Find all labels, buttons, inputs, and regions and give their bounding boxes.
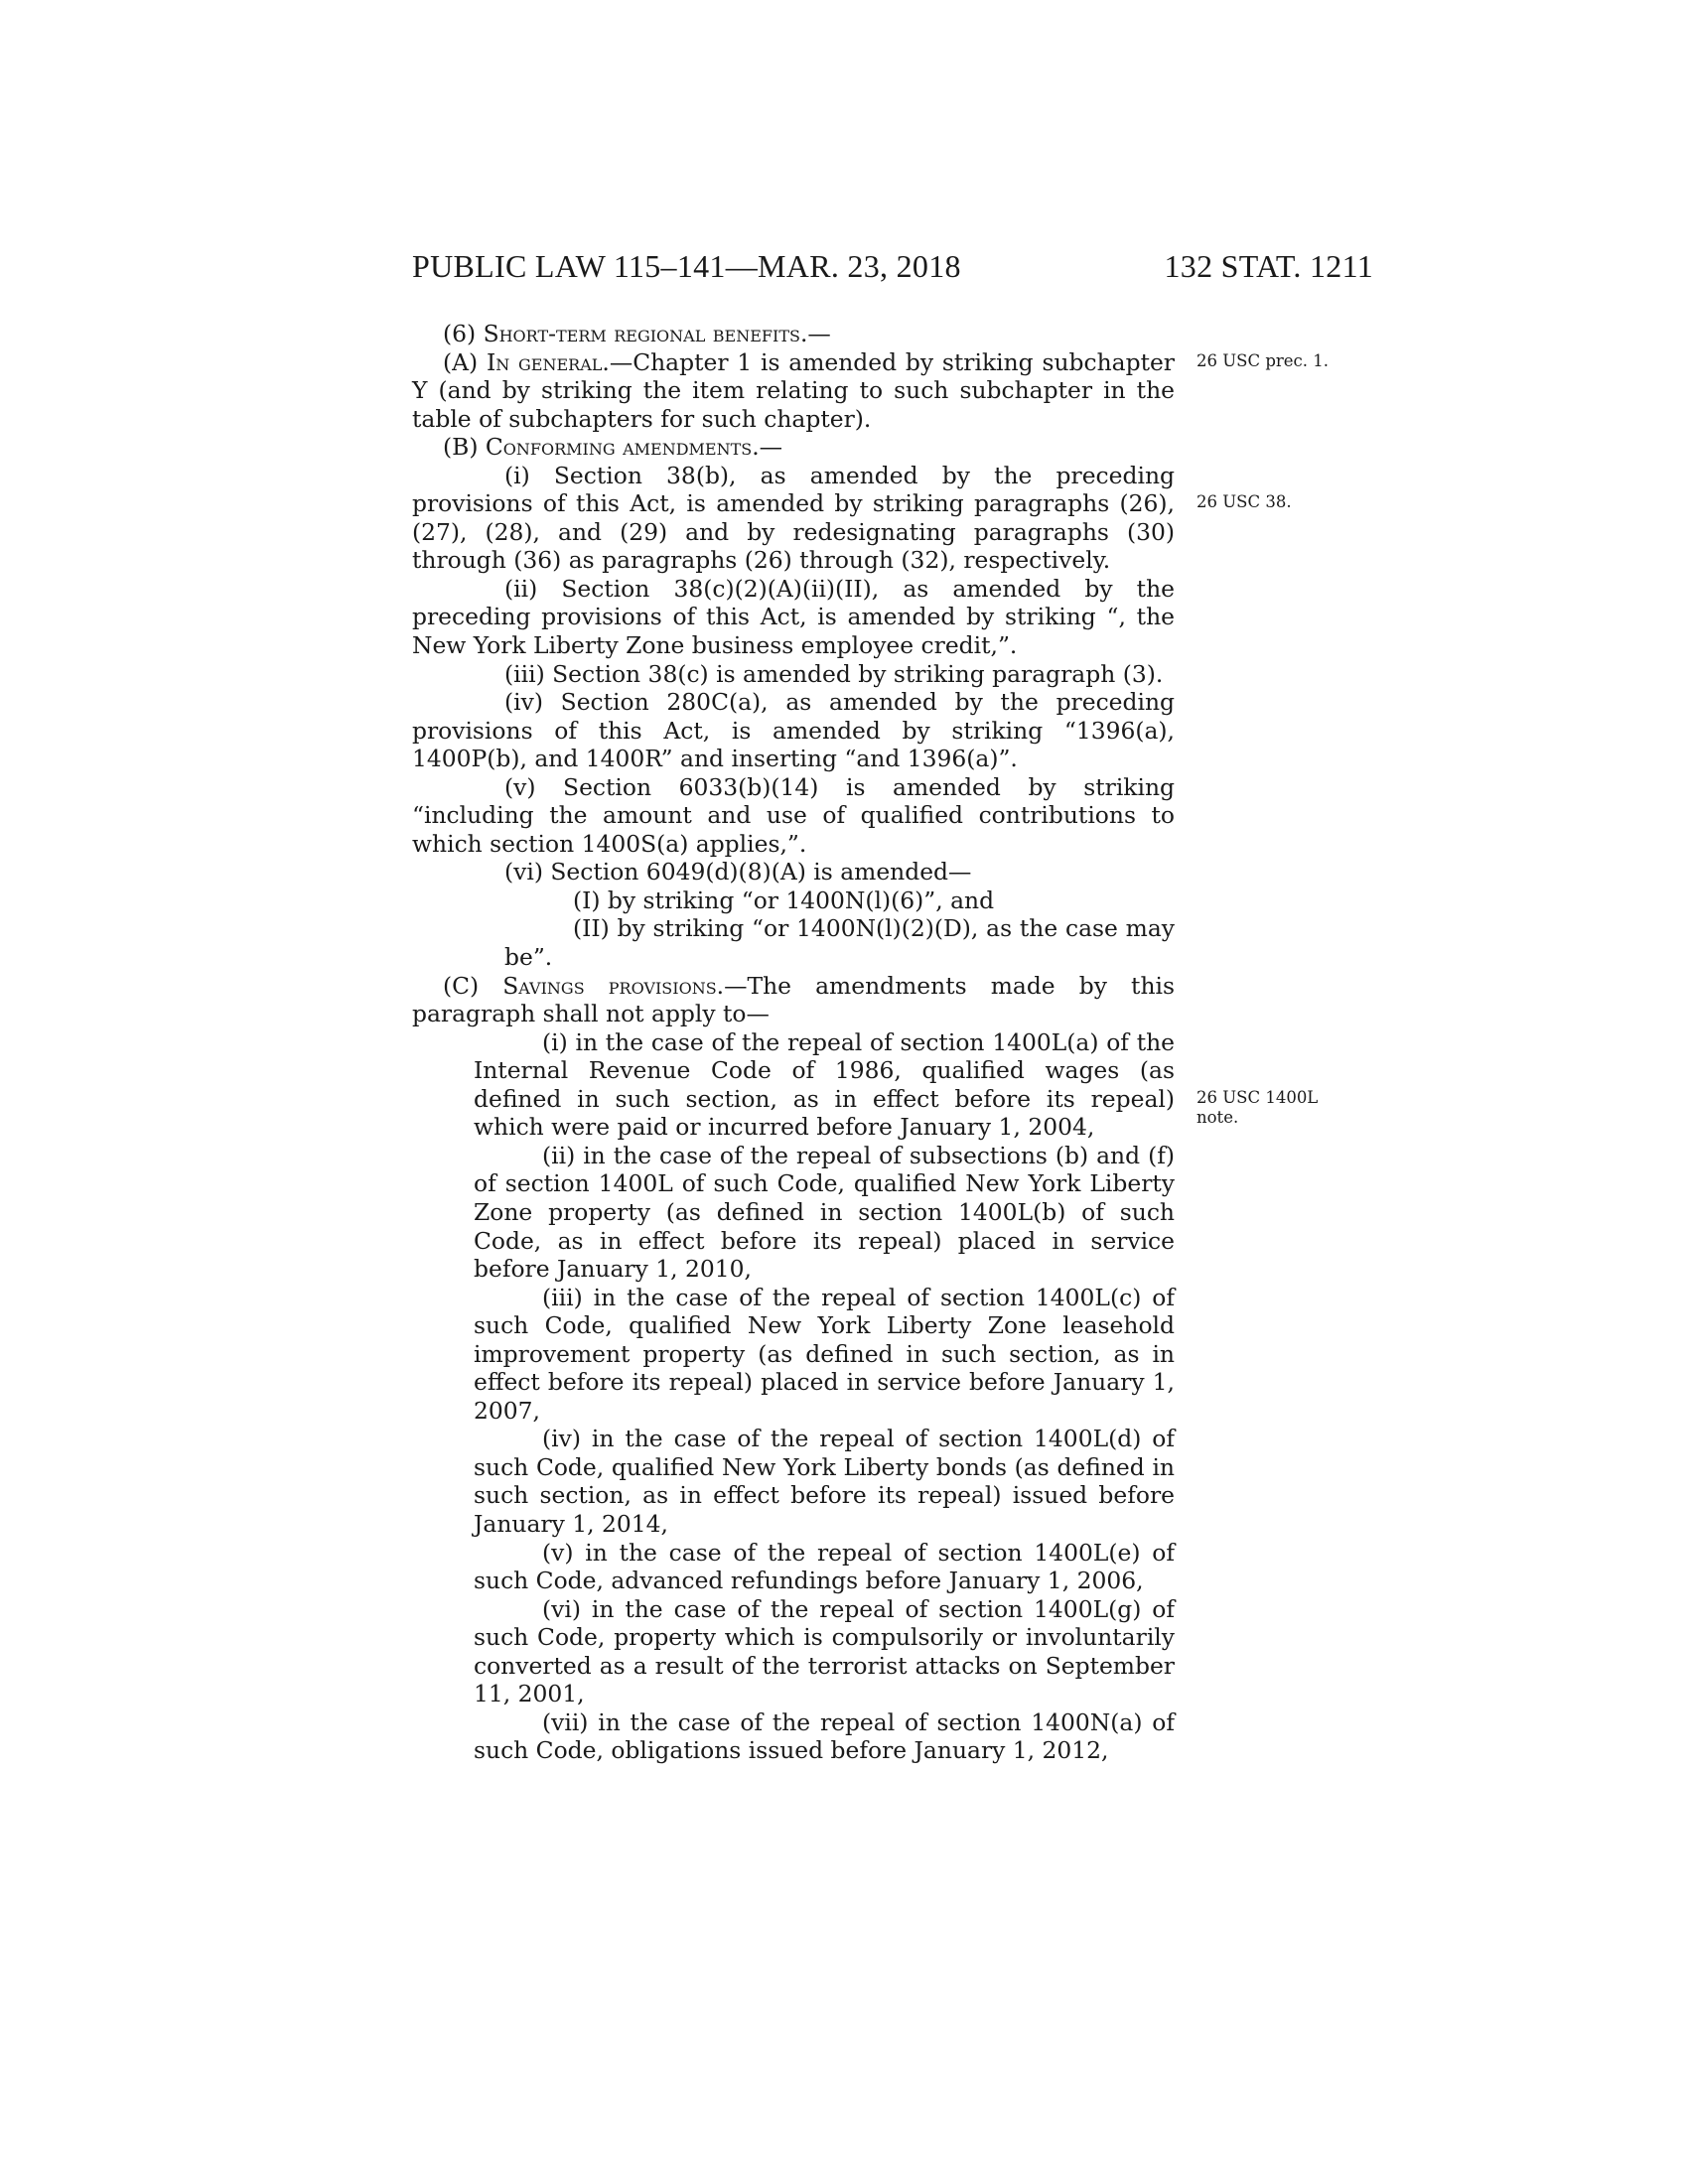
subparagraph-a: (A) In general.—Chapter 1 is amended by striking subchapter Y (and by striking the item relating to such subchapter in the table of subchapters for such chapter).: [412, 347, 1175, 433]
paragraph-6: (6) Short-term regional benefits.—: [443, 320, 831, 347]
subparagraph-b: (B) Conforming amendments.—: [443, 433, 783, 462]
margin-note-usc-prec-1: 26 USC prec. 1.: [1196, 351, 1330, 370]
clause-b-i: (i) Section 38(b), as amended by the preceding provisions of this Act, is amended by striking paragraphs (26), (27), (28), and (29) and by redesignating paragraphs (30) through (36) as paragraphs (26) through (32), respectively.: [412, 461, 1175, 575]
subparagraph-b-heading: Conforming amendments.: [485, 433, 760, 462]
subparagraph-c-heading: Savings provisions.: [502, 971, 725, 1000]
document-body: [412, 320, 1175, 1765]
clause-c-iv: (iv) in the case of the repeal of section 1400L(d) of such Code, qualified New York Liberty bonds (as defined in such section, as in effect before its repeal) issued before January 1, 2014,: [474, 1425, 1175, 1538]
margin-note-usc-1400l-line2: note.: [1196, 1108, 1239, 1127]
clause-c-vi: (vi) in the case of the repeal of section 1400L(g) of such Code, property which is compulsorily or involuntarily converted as a result of the terrorist attacks on September 11, 2001,: [474, 1594, 1175, 1708]
clause-b-iv: (iv) Section 280C(a), as amended by the preceding provisions of this Act, is amended by striking “1396(a), 1400P(b), and 1400R” and inserting “and 1396(a)”.: [412, 688, 1175, 773]
margin-note-usc-1400l: [1196, 1088, 1345, 1128]
clause-b-ii: (ii) Section 38(c)(2)(A)(ii)(II), as amended by the preceding provisions of this Act, is amended by striking “, the New York Liberty Zone business employee credit,”.: [412, 574, 1175, 660]
clause-c-ii: (ii) in the case of the repeal of subsections (b) and (f) of section 1400L of such Code, qualified New York Liberty Zone property (as defined in section 1400L(b) of such Code, as in effect before its repeal) placed in service before January 1, 2010,: [474, 1141, 1175, 1284]
clause-c-i: (i) in the case of the repeal of section 1400L(a) of the Internal Revenue Code of 1986, qualified wages (as defined in such section, as in effect before its repeal) which were paid or incurred before January 1, 2004,: [474, 1027, 1175, 1142]
running-head: [412, 248, 1373, 288]
paragraph-6-heading: Short-term regional benefits.: [483, 320, 808, 347]
subparagraph-c: (C) Savings provisions.—The amendments made by this paragraph shall not apply to—: [412, 971, 1175, 1028]
law-citation: PUBLIC LAW 115–141—MAR. 23, 2018: [412, 248, 961, 284]
subclause-b-vi-i: (I) by striking “or 1400N(l)(6)”, and: [573, 886, 995, 914]
clause-c-v: (v) in the case of the repeal of section 1400L(e) of such Code, advanced refundings before January 1, 2006,: [474, 1538, 1175, 1595]
clause-c-iii: (iii) in the case of the repeal of section 1400L(c) of such Code, qualified New York Liberty Zone leasehold improvement property (as defined in such section, as in effect before its repeal) placed in service before January 1, 2007,: [474, 1283, 1175, 1425]
clause-b-vi: (vi) Section 6049(d)(8)(A) is amended—: [504, 858, 972, 887]
subclause-b-vi-ii: (II) by striking “or 1400N(l)(2)(D), as the case may be”.: [504, 914, 1175, 972]
margin-note-usc-1400l-line1: 26 USC 1400L: [1196, 1088, 1319, 1107]
clause-b-v: (v) Section 6033(b)(14) is amended by striking “including the amount and use of qualified contributions to which section 1400S(a) applies,”.: [412, 772, 1175, 858]
margin-note-usc-38: 26 USC 38.: [1196, 492, 1292, 511]
clause-c-vii: (vii) in the case of the repeal of section 1400N(a) of such Code, obligations issued before January 1, 2012,: [474, 1707, 1175, 1765]
subparagraph-a-heading: In general.: [486, 347, 610, 376]
statute-page-number: 132 STAT. 1211: [1164, 248, 1373, 284]
clause-b-iii: (iii) Section 38(c) is amended by striking paragraph (3).: [504, 659, 1164, 688]
